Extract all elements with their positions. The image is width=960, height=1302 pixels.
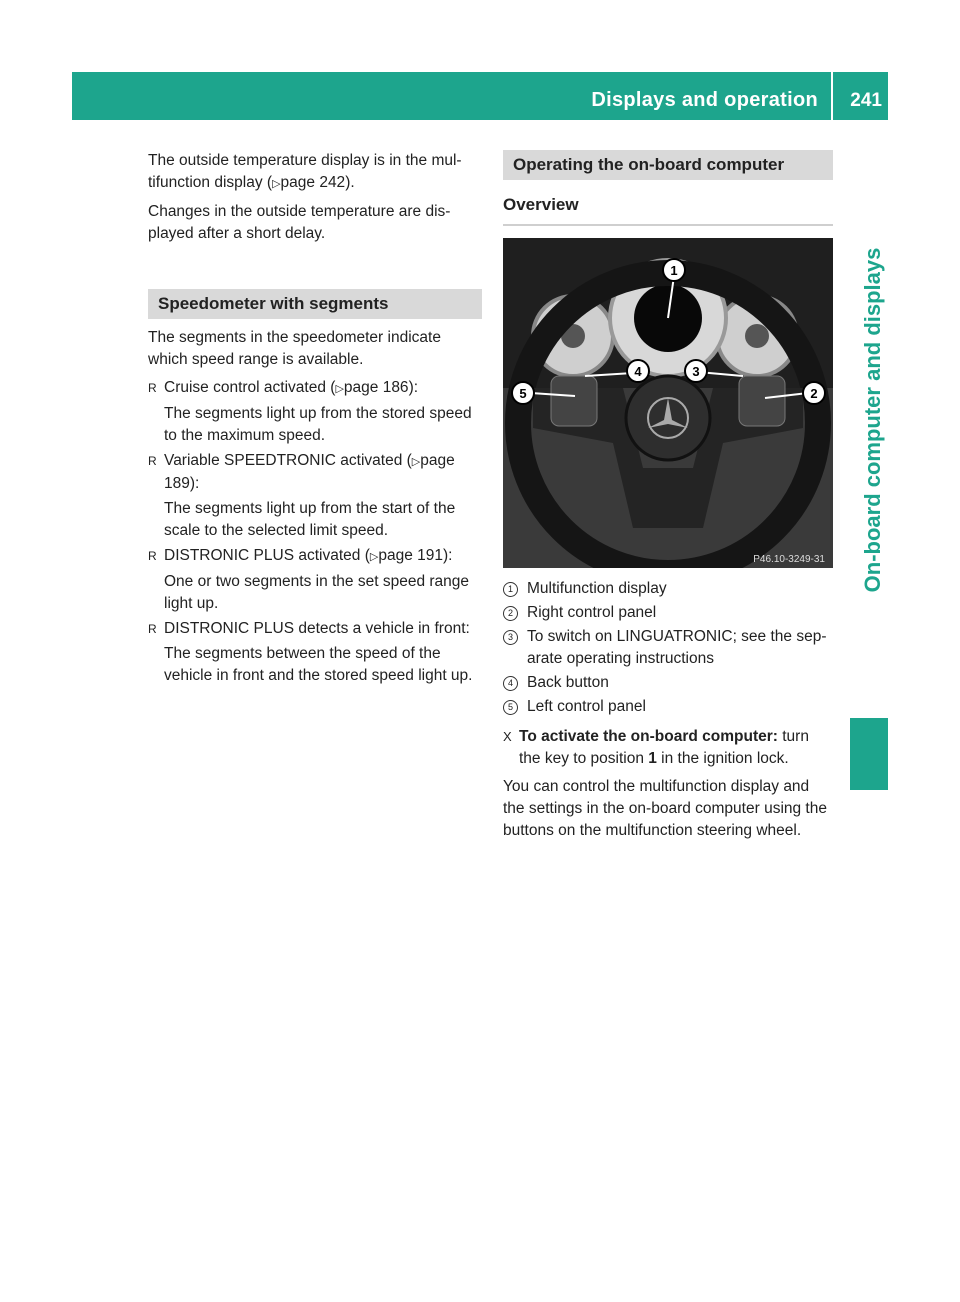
right-column [503,150,833,848]
list-item-detail: One or two segments in the set speed range light up. [164,573,470,612]
intro-paragraph-1: The outside temperature display is in the mul- tifunction display (▷page 242). [148,152,462,191]
page-reference-icon: ▷ [272,178,281,190]
list-item: R DISTRONIC PLUS activated (▷page 191): [148,545,482,568]
bullet-list [148,377,482,687]
list-item-detail: The segments between the speed of the vehicle in front and the stored speed light up. [164,645,473,684]
chapter-title: Displays and operation [591,89,818,111]
page-link[interactable]: page 242 [280,174,346,191]
page-reference-icon: ▷ [335,383,344,395]
left-column [148,150,482,690]
svg-text:2: 2 [810,386,818,401]
image-code: P46.10-3249-31 [753,554,825,565]
page-link[interactable]: page 186 [343,379,409,396]
legend-item: 1 Multifunction display [503,578,833,600]
list-item: R DISTRONIC PLUS detects a vehicle in front: [148,618,482,640]
legend-item: 5 Left control panel [503,696,833,718]
legend-number: 1 [503,582,518,597]
steering-wheel-photo [503,238,833,568]
legend-number: 2 [503,606,518,621]
legend-item: 2 Right control panel [503,602,833,624]
legend-number: 5 [503,700,518,715]
steering-wheel-illustration [503,238,833,568]
subheading: Overview [503,194,833,226]
legend-number: 3 [503,630,518,645]
page-header [72,72,888,120]
callout-1 [663,259,685,281]
page-number: 241 [850,90,882,111]
list-item: R Variable SPEEDTRONIC activated (▷page 189): [148,452,455,492]
svg-text:1: 1 [670,263,678,278]
intro-paragraph-2: Changes in the outside temperature are dis- played after a short delay. [148,203,451,242]
callout-4 [627,360,649,382]
closing-paragraph: You can control the multifunction display and the settings in the on-board computer using the buttons on the multifunction steering wheel. [503,778,827,839]
bullet-icon: R [148,549,157,563]
callout-3 [685,360,707,382]
action-step: X To activate the on-board computer: turn the key to position 1 in the ignition lock. [503,728,809,767]
legend-item: 4 Back button [503,672,833,694]
callout-2 [803,382,825,404]
list-item: R Cruise control activated (▷page 186): [148,377,482,400]
bullet-icon: R [148,622,157,636]
svg-text:5: 5 [519,386,527,401]
page-link[interactable]: page 191 [378,547,443,564]
legend-item: 3 To switch on LINGUATRONIC; see the sep- arate operating instructions [503,626,833,670]
header-divider [831,72,833,120]
page-link[interactable]: page 189 [164,452,455,492]
section-intro: The segments in the speedometer indicate which speed range is available. [148,329,441,368]
action-arrow-icon: X [503,729,512,744]
svg-text:4: 4 [634,364,642,379]
callout-5 [512,382,534,404]
list-item-detail: The segments light up from the stored speed to the maximum speed. [164,405,472,444]
legend-number: 4 [503,676,518,691]
page-reference-icon: ▷ [411,456,421,468]
legend-list [503,578,833,718]
section-heading: Operating the on-board computer [503,150,833,180]
section-heading: Speedometer with segments [148,289,482,319]
side-tab-marker [850,718,888,790]
side-tab-label: On-board computer and displays [860,247,885,593]
bullet-icon: R [148,454,157,468]
svg-text:3: 3 [692,364,700,379]
bullet-icon: R [148,381,157,395]
page-reference-icon: ▷ [369,551,379,563]
list-item-detail: The segments light up from the start of the scale to the selected limit speed. [164,500,456,539]
